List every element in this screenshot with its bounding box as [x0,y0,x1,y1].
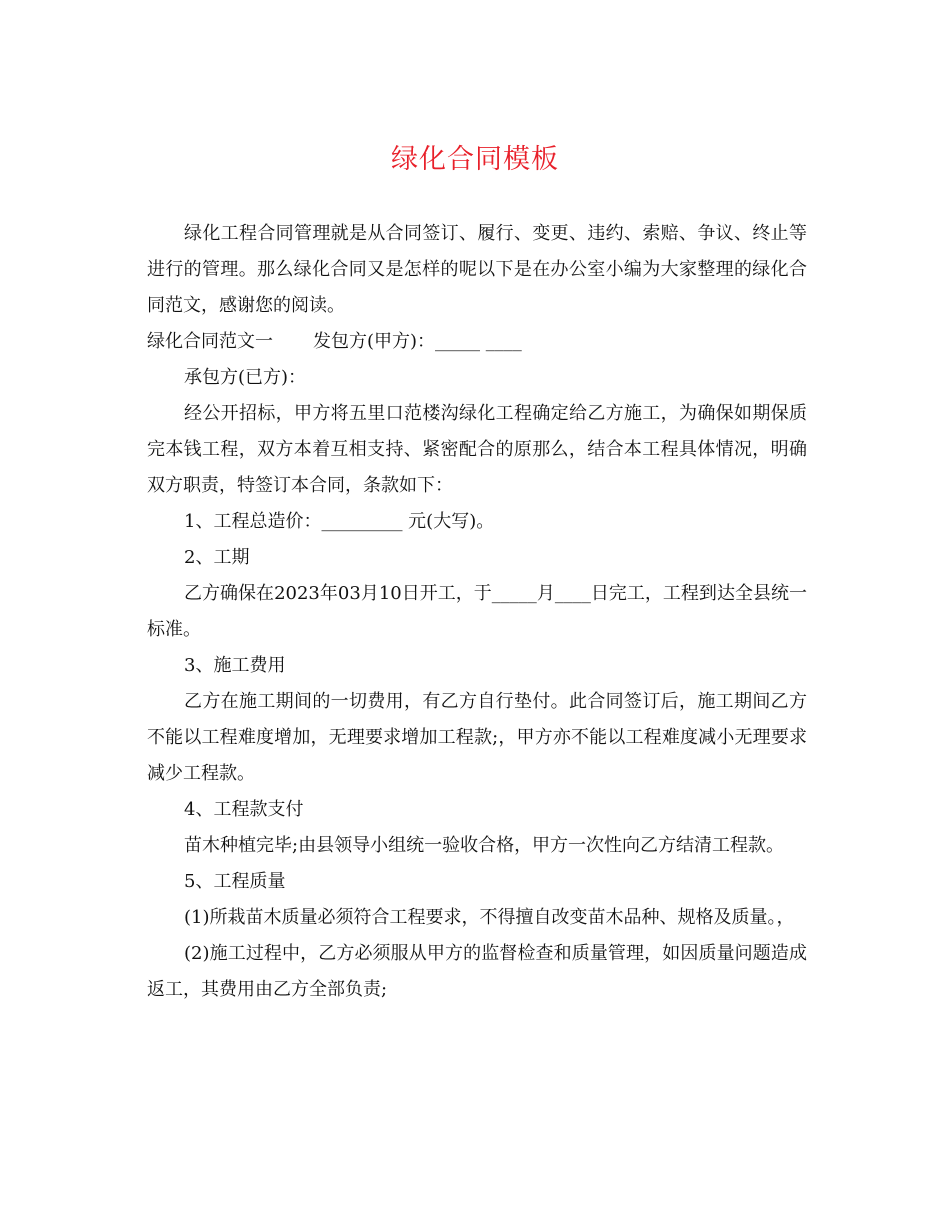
clause-5-item-2: (2)施工过程中，乙方必须服从甲方的监督检查和质量管理，如因质量问题造成返工，其费用由乙方全部负责; [147,943,807,1000]
party-b-line: 承包方(已方)： [184,367,307,388]
section-label: 绿化合同范文一 [147,331,273,352]
clause-4-title: 4、工程款支付 [184,799,304,820]
intro-paragraph: 绿化工程合同管理就是从合同签订、履行、变更、违约、索赔、争议、终止等进行的管理。那么绿化合同又是怎样的呢以下是在办公室小编为大家整理的绿化合同范文，感谢您的阅读。 [147,223,807,316]
clause-2-body: 乙方确保在2023年03月10日开工，于_____月____日完工，工程到达全县统一标准。 [147,583,807,640]
clause-1: 1、工程总造价：_________ 元(大写)。 [184,511,495,532]
preamble-paragraph: 经公开招标，甲方将五里口范楼沟绿化工程确定给乙方施工，为确保如期保质完本钱工程，双方本着互相支持、紧密配合的原那么，结合本工程具体情况，明确双方职责，特签订本合同，条款如下： [147,403,807,496]
clause-5-item-1: (1)所栽苗木质量必须符合工程要求，不得擅自改变苗木品种、规格及质量。， [184,907,795,928]
document-title: 绿化合同模板 [391,144,559,175]
clause-2-title: 2、工期 [184,547,250,568]
clause-3-body: 乙方在施工期间的一切费用，有乙方自行垫付。此合同签订后，施工期间乙方不能以工程难度增加，无理要求增加工程款;，甲方亦不能以工程难度减小无理要求减少工程款。 [147,691,807,784]
clause-5-title: 5、工程质量 [184,871,286,892]
document-body [147,216,807,1008]
clause-4-body: 苗木种植完毕;由县领导小组统一验收合格，甲方一次性向乙方结清工程款。 [184,835,785,856]
clause-3-title: 3、施工费用 [184,655,286,676]
section-header-row [147,324,807,360]
party-a-line: 发包方(甲方)：_____ ____ [313,331,522,352]
